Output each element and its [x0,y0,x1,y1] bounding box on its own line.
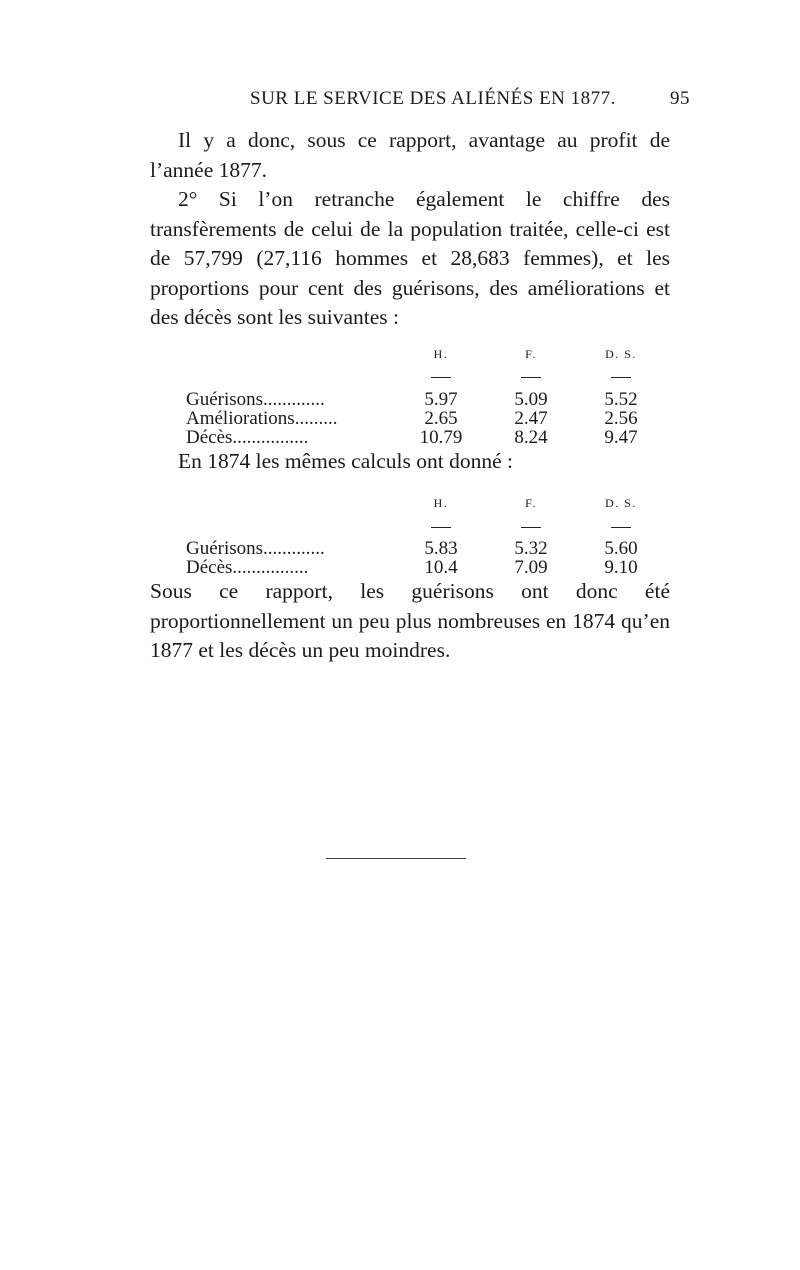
dash-rule [431,377,451,378]
column-header-women: F. [525,346,537,361]
table-1877 [186,345,666,447]
row-label: Guérisons............. [186,388,325,410]
cell-value: 2.65 [424,407,458,429]
cell-value: 5.32 [514,538,548,559]
cell-value: 8.24 [514,426,548,448]
table-header-row [186,494,666,513]
table-row [186,428,666,447]
page-body [150,126,670,666]
dash-rule [611,527,631,528]
dash-rule [521,527,541,528]
cell-value: 7.09 [514,557,548,578]
cell-value: 2.47 [514,407,548,429]
table-dash-row [186,513,666,539]
table-row [186,558,666,577]
dash-rule [611,377,631,378]
paragraph-transfers: 2° Si l’on retranche également le chiffre des transfèrements de celui de la population traitée, celle-ci est de 57,799 (27,116 hommes et 28,683 femmes), et les proportions pour cent des guérisons, des améliorations et des décès sont les suivantes : [150,187,670,329]
table-row [186,390,666,409]
row-label: Décès................ [186,557,309,578]
column-header-men: H. [433,496,449,510]
cell-value: 5.09 [514,388,548,410]
cell-value: 5.60 [604,538,638,559]
running-head [150,88,690,118]
running-title: SUR LE SERVICE DES ALIÉNÉS EN 1877. [250,88,616,109]
paragraph-advantage: Il y a donc, sous ce rapport, avantage au profit de l’année 1877. [150,128,670,182]
dash-rule [431,527,451,528]
column-header-both-sexes: D. S. [605,346,637,361]
cell-value: 2.56 [604,407,638,429]
cell-value: 5.83 [424,538,458,559]
row-label: Décès................ [186,426,309,448]
cell-value: 9.10 [604,557,638,578]
row-label: Améliorations......... [186,407,338,429]
table-header-row [186,345,666,364]
paragraph-conclusion: Sous ce rapport, les guérisons ont donc été proportionnellement un peu plus nombreuses en 1874 qu’en 1877 et les décès un peu moindres. [150,579,670,662]
paragraph-1874-intro: En 1874 les mêmes calculs ont donné : [178,448,513,473]
column-header-men: H. [433,346,449,361]
cell-value: 10.79 [419,426,463,448]
table-1874 [186,494,666,577]
column-header-women: F. [525,496,537,510]
page-number: 95 [670,88,690,109]
end-rule [326,858,466,859]
table-row [186,409,666,428]
row-label: Guérisons............. [186,538,325,559]
cell-value: 10.4 [424,557,458,578]
table-row [186,539,666,558]
cell-value: 5.97 [424,388,458,410]
table-dash-row [186,364,666,390]
cell-value: 5.52 [604,388,638,410]
dash-rule [521,377,541,378]
column-header-both-sexes: D. S. [605,496,637,510]
cell-value: 9.47 [604,426,638,448]
